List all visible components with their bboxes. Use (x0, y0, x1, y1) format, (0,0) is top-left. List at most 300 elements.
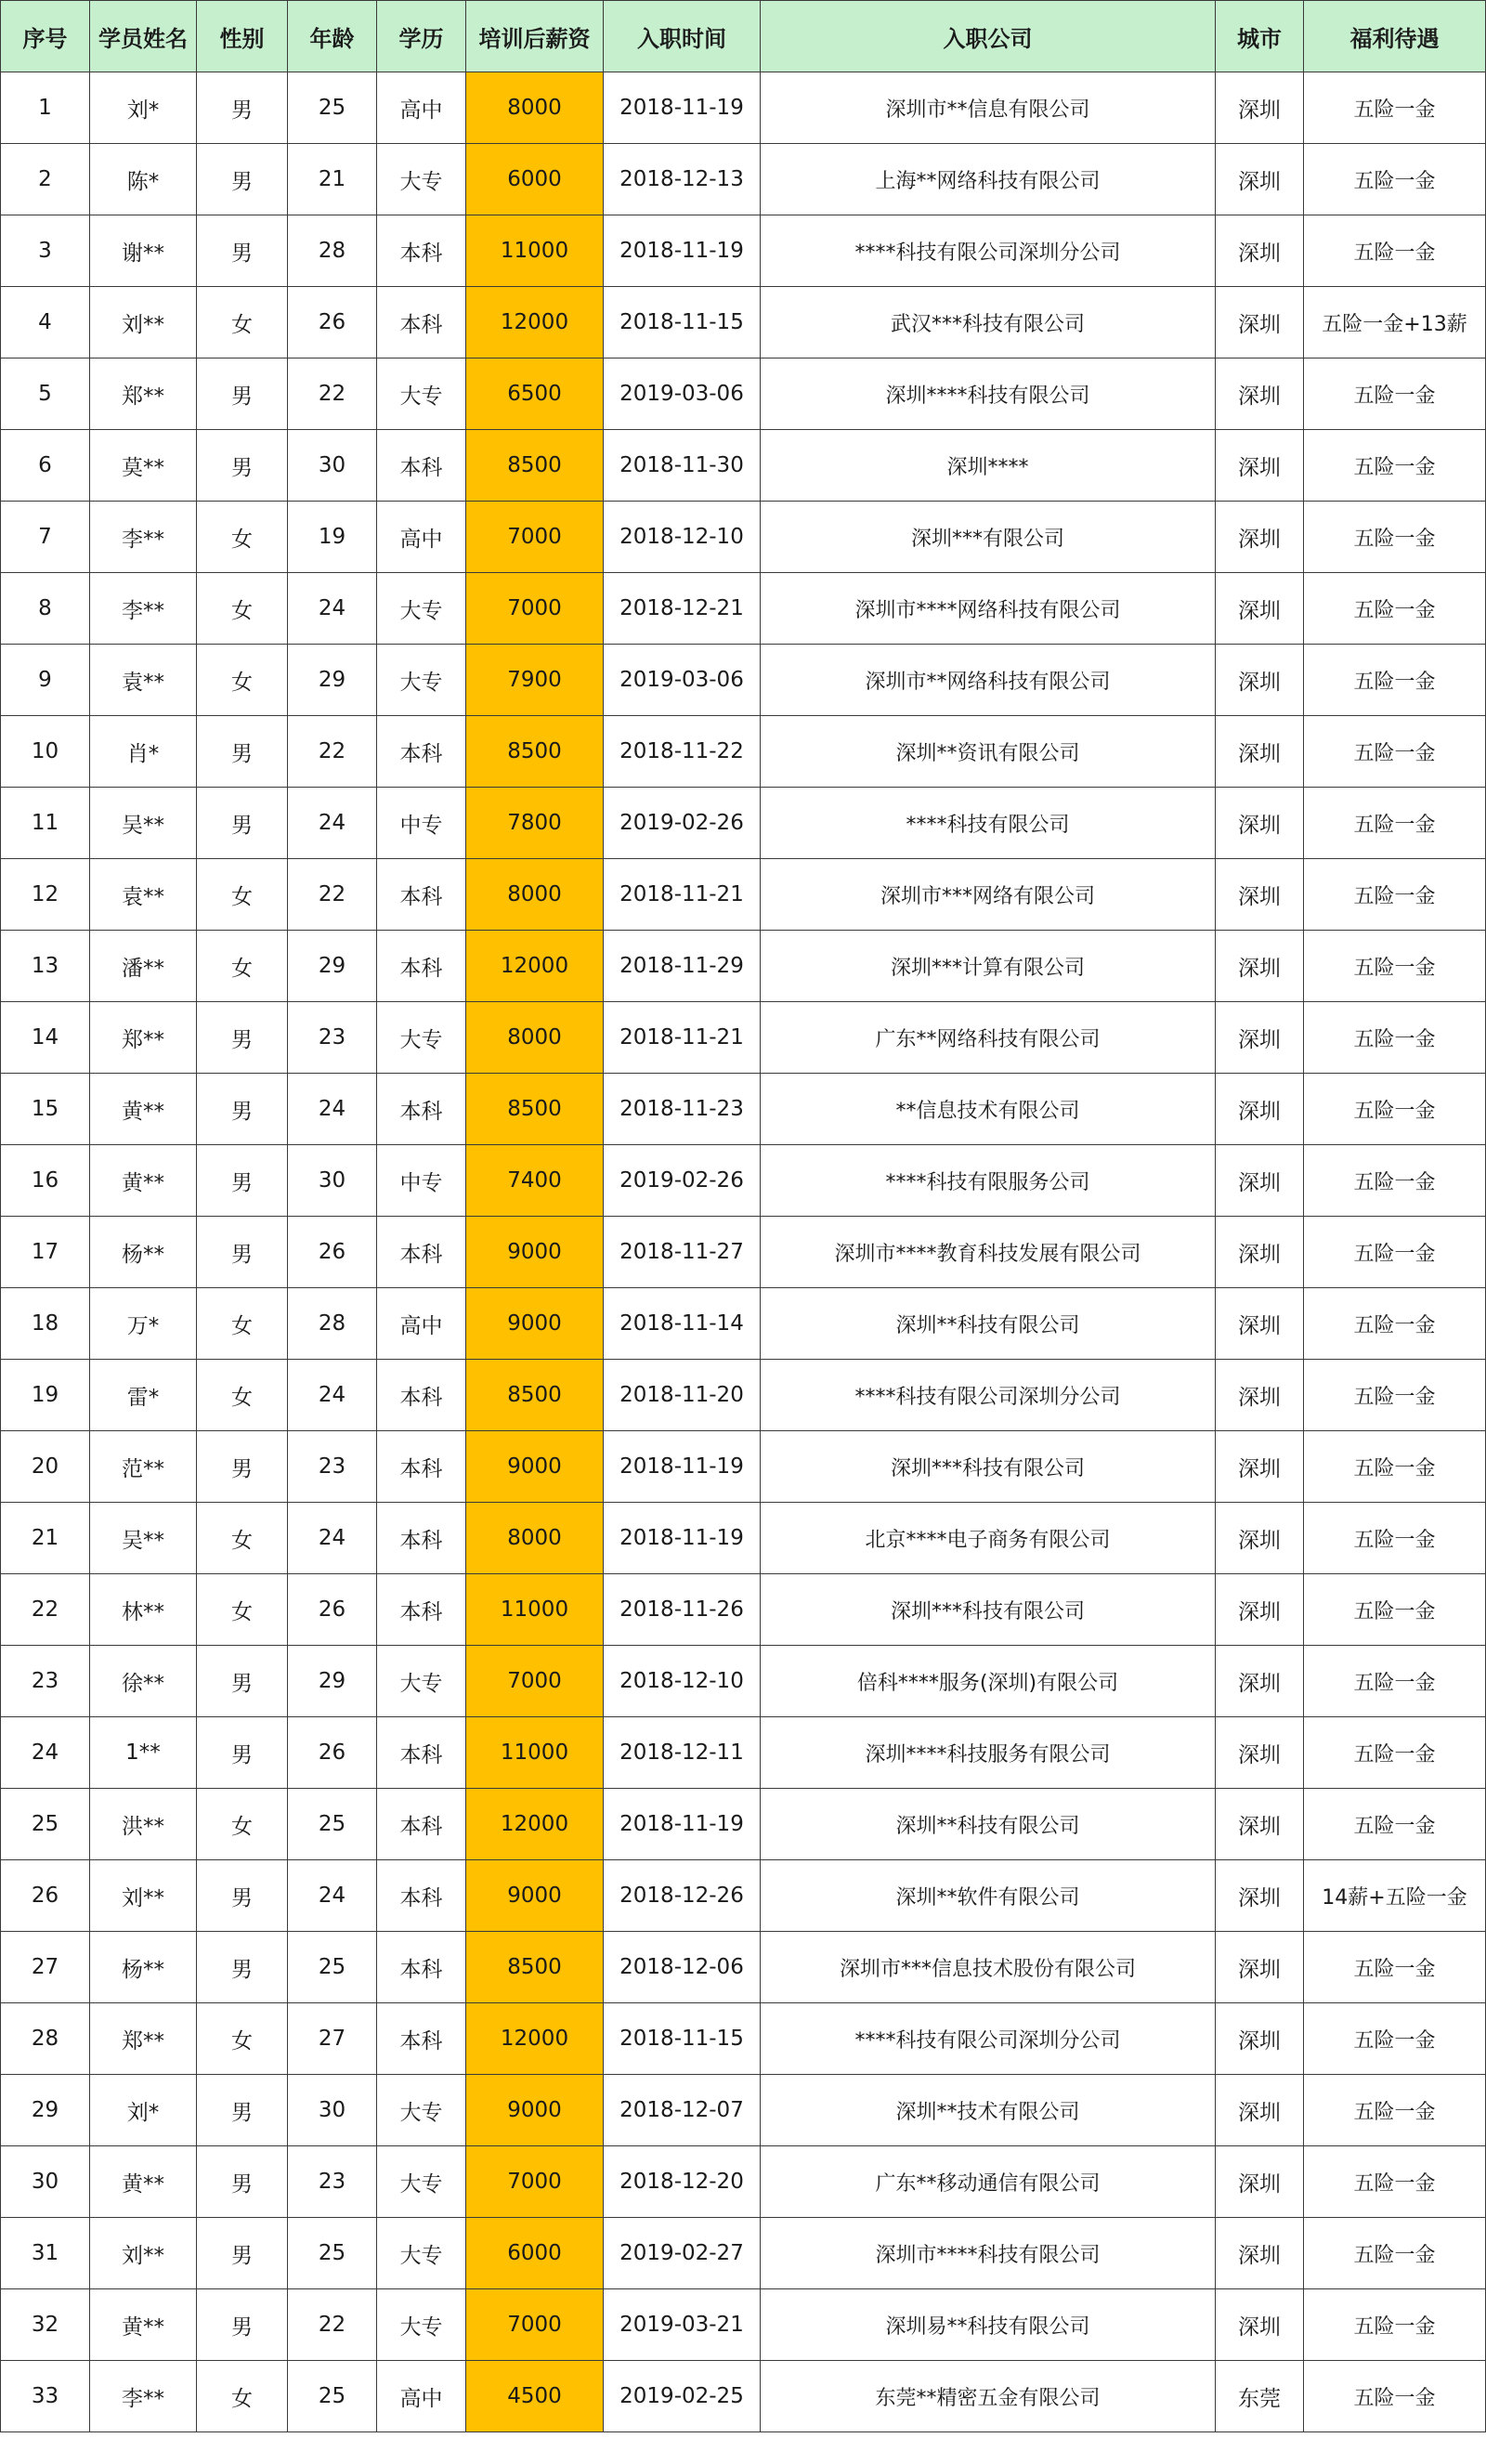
cell-welfare: 五险一金 (1304, 2003, 1486, 2075)
cell-salary: 8000 (466, 1002, 604, 1074)
cell-gender: 男 (197, 359, 288, 430)
cell-welfare: 五险一金 (1304, 788, 1486, 859)
table-row (1, 502, 1486, 573)
cell-salary: 4500 (466, 2361, 604, 2432)
cell-salary: 7000 (466, 573, 604, 645)
cell-city: 深圳 (1216, 430, 1304, 502)
cell-company: 深圳市***网络有限公司 (761, 859, 1216, 931)
cell-city: 深圳 (1216, 716, 1304, 788)
cell-welfare: 五险一金 (1304, 645, 1486, 716)
cell-hire-date: 2018-11-19 (604, 72, 761, 144)
cell-city: 深圳 (1216, 287, 1304, 359)
cell-education: 本科 (377, 1860, 466, 1932)
cell-name: 徐** (90, 1646, 197, 1717)
cell-age: 30 (288, 1145, 377, 1217)
cell-name: 杨** (90, 1932, 197, 2003)
cell-gender: 女 (197, 859, 288, 931)
cell-index: 2 (1, 144, 90, 215)
cell-age: 24 (288, 788, 377, 859)
cell-hire-date: 2018-11-14 (604, 1288, 761, 1360)
cell-education: 大专 (377, 1002, 466, 1074)
cell-index: 12 (1, 859, 90, 931)
cell-education: 高中 (377, 2361, 466, 2432)
cell-hire-date: 2018-11-21 (604, 859, 761, 931)
cell-name: 黄** (90, 1145, 197, 1217)
cell-age: 25 (288, 72, 377, 144)
cell-name: 李** (90, 573, 197, 645)
cell-name: 潘** (90, 931, 197, 1002)
cell-age: 24 (288, 1074, 377, 1145)
cell-index: 10 (1, 716, 90, 788)
cell-salary: 8500 (466, 430, 604, 502)
cell-welfare: 五险一金 (1304, 931, 1486, 1002)
cell-age: 25 (288, 2218, 377, 2289)
cell-name: 杨** (90, 1217, 197, 1288)
cell-age: 25 (288, 1932, 377, 2003)
cell-education: 本科 (377, 215, 466, 287)
cell-hire-date: 2019-02-27 (604, 2218, 761, 2289)
cell-name: 刘** (90, 2218, 197, 2289)
col-header-age: 年龄 (288, 1, 377, 72)
cell-salary: 9000 (466, 1288, 604, 1360)
cell-city: 深圳 (1216, 359, 1304, 430)
cell-education: 本科 (377, 1932, 466, 2003)
table-row (1, 859, 1486, 931)
cell-company: ****科技有限公司深圳分公司 (761, 1360, 1216, 1431)
cell-city: 深圳 (1216, 1717, 1304, 1789)
cell-index: 29 (1, 2075, 90, 2146)
cell-company: 深圳***有限公司 (761, 502, 1216, 573)
cell-city: 深圳 (1216, 1002, 1304, 1074)
table-row (1, 2146, 1486, 2218)
cell-name: 刘** (90, 287, 197, 359)
table-row (1, 430, 1486, 502)
cell-name: 雷* (90, 1360, 197, 1431)
cell-index: 18 (1, 1288, 90, 1360)
cell-education: 本科 (377, 1789, 466, 1860)
cell-hire-date: 2018-11-19 (604, 1431, 761, 1503)
cell-welfare: 五险一金 (1304, 2146, 1486, 2218)
cell-gender: 男 (197, 1860, 288, 1932)
col-header-hire-date: 入职时间 (604, 1, 761, 72)
cell-welfare: 五险一金 (1304, 573, 1486, 645)
cell-welfare: 五险一金 (1304, 1717, 1486, 1789)
cell-index: 8 (1, 573, 90, 645)
cell-city: 深圳 (1216, 1860, 1304, 1932)
cell-age: 21 (288, 144, 377, 215)
table-row (1, 2218, 1486, 2289)
cell-welfare: 五险一金 (1304, 1288, 1486, 1360)
cell-education: 本科 (377, 1360, 466, 1431)
cell-education: 大专 (377, 144, 466, 215)
col-header-salary: 培训后薪资 (466, 1, 604, 72)
cell-salary: 9000 (466, 2075, 604, 2146)
cell-company: 上海**网络科技有限公司 (761, 144, 1216, 215)
cell-education: 本科 (377, 287, 466, 359)
cell-salary: 7000 (466, 502, 604, 573)
table-row (1, 716, 1486, 788)
cell-hire-date: 2018-12-07 (604, 2075, 761, 2146)
cell-welfare: 五险一金+13薪 (1304, 287, 1486, 359)
table-row (1, 2075, 1486, 2146)
cell-index: 11 (1, 788, 90, 859)
cell-salary: 11000 (466, 215, 604, 287)
cell-gender: 女 (197, 573, 288, 645)
cell-company: 深圳市**网络科技有限公司 (761, 645, 1216, 716)
cell-age: 30 (288, 430, 377, 502)
cell-city: 深圳 (1216, 1360, 1304, 1431)
table-row (1, 1860, 1486, 1932)
cell-gender: 男 (197, 1717, 288, 1789)
cell-hire-date: 2018-11-19 (604, 1503, 761, 1574)
cell-name: 黄** (90, 2289, 197, 2361)
cell-hire-date: 2018-11-19 (604, 215, 761, 287)
cell-welfare: 五险一金 (1304, 1002, 1486, 1074)
cell-welfare: 五险一金 (1304, 72, 1486, 144)
cell-hire-date: 2018-12-10 (604, 1646, 761, 1717)
table-row (1, 1145, 1486, 1217)
cell-welfare: 五险一金 (1304, 215, 1486, 287)
cell-company: **信息技术有限公司 (761, 1074, 1216, 1145)
cell-gender: 男 (197, 1217, 288, 1288)
cell-city: 深圳 (1216, 1574, 1304, 1646)
cell-company: 深圳市****网络科技有限公司 (761, 573, 1216, 645)
cell-welfare: 五险一金 (1304, 1074, 1486, 1145)
cell-city: 深圳 (1216, 1789, 1304, 1860)
cell-city: 深圳 (1216, 788, 1304, 859)
cell-hire-date: 2018-11-21 (604, 1002, 761, 1074)
cell-education: 高中 (377, 502, 466, 573)
cell-company: 深圳易**科技有限公司 (761, 2289, 1216, 2361)
cell-name: 袁** (90, 645, 197, 716)
cell-name: 吴** (90, 788, 197, 859)
cell-age: 26 (288, 287, 377, 359)
cell-city: 深圳 (1216, 2218, 1304, 2289)
cell-age: 25 (288, 2361, 377, 2432)
cell-salary: 9000 (466, 1431, 604, 1503)
cell-welfare: 五险一金 (1304, 1646, 1486, 1717)
cell-welfare: 五险一金 (1304, 1503, 1486, 1574)
cell-index: 16 (1, 1145, 90, 1217)
cell-index: 14 (1, 1002, 90, 1074)
cell-city: 深圳 (1216, 1217, 1304, 1288)
cell-gender: 男 (197, 2146, 288, 2218)
cell-salary: 11000 (466, 1717, 604, 1789)
cell-index: 23 (1, 1646, 90, 1717)
cell-gender: 男 (197, 144, 288, 215)
cell-salary: 8000 (466, 859, 604, 931)
cell-gender: 女 (197, 1503, 288, 1574)
cell-education: 本科 (377, 1717, 466, 1789)
cell-name: 郑** (90, 1002, 197, 1074)
cell-age: 26 (288, 1574, 377, 1646)
cell-company: 东莞**精密五金有限公司 (761, 2361, 1216, 2432)
cell-gender: 男 (197, 2289, 288, 2361)
cell-age: 23 (288, 1002, 377, 1074)
cell-hire-date: 2018-12-20 (604, 2146, 761, 2218)
cell-salary: 12000 (466, 2003, 604, 2075)
cell-salary: 8500 (466, 1932, 604, 2003)
cell-name: 万* (90, 1288, 197, 1360)
cell-age: 27 (288, 2003, 377, 2075)
cell-age: 24 (288, 1860, 377, 1932)
cell-name: 莫** (90, 430, 197, 502)
header-row (1, 1, 1486, 72)
cell-hire-date: 2018-12-21 (604, 573, 761, 645)
table-row (1, 1574, 1486, 1646)
cell-gender: 男 (197, 1932, 288, 2003)
cell-company: 深圳****科技有限公司 (761, 359, 1216, 430)
cell-gender: 女 (197, 287, 288, 359)
cell-age: 28 (288, 1288, 377, 1360)
cell-company: ****科技有限公司 (761, 788, 1216, 859)
cell-hire-date: 2019-02-26 (604, 788, 761, 859)
cell-hire-date: 2018-11-19 (604, 1789, 761, 1860)
cell-education: 大专 (377, 1646, 466, 1717)
cell-gender: 男 (197, 788, 288, 859)
cell-name: 刘* (90, 72, 197, 144)
cell-salary: 8500 (466, 716, 604, 788)
cell-hire-date: 2018-12-11 (604, 1717, 761, 1789)
cell-age: 26 (288, 1217, 377, 1288)
cell-index: 32 (1, 2289, 90, 2361)
cell-welfare: 五险一金 (1304, 1574, 1486, 1646)
table-row (1, 1431, 1486, 1503)
cell-gender: 女 (197, 2361, 288, 2432)
table-row (1, 2361, 1486, 2432)
cell-city: 深圳 (1216, 2075, 1304, 2146)
cell-education: 本科 (377, 931, 466, 1002)
table-row (1, 287, 1486, 359)
cell-hire-date: 2018-11-26 (604, 1574, 761, 1646)
cell-company: 深圳***科技有限公司 (761, 1574, 1216, 1646)
cell-name: 1** (90, 1717, 197, 1789)
table-row (1, 359, 1486, 430)
cell-index: 22 (1, 1574, 90, 1646)
cell-gender: 男 (197, 2218, 288, 2289)
cell-education: 本科 (377, 716, 466, 788)
table-row (1, 1789, 1486, 1860)
cell-education: 大专 (377, 573, 466, 645)
cell-index: 4 (1, 287, 90, 359)
cell-welfare: 五险一金 (1304, 2289, 1486, 2361)
cell-gender: 女 (197, 1574, 288, 1646)
cell-hire-date: 2018-12-06 (604, 1932, 761, 2003)
table-row (1, 1646, 1486, 1717)
cell-salary: 6000 (466, 2218, 604, 2289)
cell-company: 深圳**软件有限公司 (761, 1860, 1216, 1932)
cell-name: 陈* (90, 144, 197, 215)
cell-age: 24 (288, 1503, 377, 1574)
cell-company: 倍科****服务(深圳)有限公司 (761, 1646, 1216, 1717)
cell-city: 深圳 (1216, 1503, 1304, 1574)
cell-index: 33 (1, 2361, 90, 2432)
cell-company: 深圳**科技有限公司 (761, 1789, 1216, 1860)
cell-education: 高中 (377, 1288, 466, 1360)
cell-age: 29 (288, 1646, 377, 1717)
cell-welfare: 五险一金 (1304, 430, 1486, 502)
cell-index: 30 (1, 2146, 90, 2218)
cell-gender: 女 (197, 502, 288, 573)
col-header-city: 城市 (1216, 1, 1304, 72)
cell-index: 17 (1, 1217, 90, 1288)
table-row (1, 215, 1486, 287)
cell-education: 大专 (377, 2075, 466, 2146)
table-row (1, 72, 1486, 144)
cell-age: 19 (288, 502, 377, 573)
cell-salary: 9000 (466, 1860, 604, 1932)
col-header-company: 入职公司 (761, 1, 1216, 72)
cell-hire-date: 2019-02-25 (604, 2361, 761, 2432)
cell-city: 深圳 (1216, 2003, 1304, 2075)
cell-welfare: 五险一金 (1304, 859, 1486, 931)
cell-company: 深圳市****科技有限公司 (761, 2218, 1216, 2289)
table-row (1, 788, 1486, 859)
table-row (1, 144, 1486, 215)
cell-age: 30 (288, 2075, 377, 2146)
cell-company: 武汉***科技有限公司 (761, 287, 1216, 359)
cell-index: 26 (1, 1860, 90, 1932)
table-row (1, 2003, 1486, 2075)
cell-gender: 男 (197, 1145, 288, 1217)
cell-age: 23 (288, 2146, 377, 2218)
cell-name: 郑** (90, 2003, 197, 2075)
cell-company: 深圳**** (761, 430, 1216, 502)
cell-gender: 女 (197, 645, 288, 716)
cell-index: 5 (1, 359, 90, 430)
cell-city: 深圳 (1216, 645, 1304, 716)
cell-index: 3 (1, 215, 90, 287)
cell-city: 深圳 (1216, 1145, 1304, 1217)
cell-education: 大专 (377, 645, 466, 716)
cell-welfare: 14薪+五险一金 (1304, 1860, 1486, 1932)
cell-gender: 男 (197, 1002, 288, 1074)
cell-education: 本科 (377, 1217, 466, 1288)
cell-welfare: 五险一金 (1304, 502, 1486, 573)
cell-hire-date: 2018-11-27 (604, 1217, 761, 1288)
cell-hire-date: 2018-11-15 (604, 287, 761, 359)
cell-welfare: 五险一金 (1304, 2218, 1486, 2289)
cell-hire-date: 2019-03-06 (604, 645, 761, 716)
cell-gender: 女 (197, 2003, 288, 2075)
cell-name: 谢** (90, 215, 197, 287)
cell-city: 深圳 (1216, 931, 1304, 1002)
cell-index: 28 (1, 2003, 90, 2075)
cell-city: 深圳 (1216, 859, 1304, 931)
cell-education: 本科 (377, 1574, 466, 1646)
cell-welfare: 五险一金 (1304, 1789, 1486, 1860)
cell-gender: 男 (197, 1074, 288, 1145)
cell-welfare: 五险一金 (1304, 2075, 1486, 2146)
table-body (1, 72, 1486, 2432)
cell-name: 刘* (90, 2075, 197, 2146)
cell-gender: 男 (197, 215, 288, 287)
cell-city: 深圳 (1216, 1074, 1304, 1145)
cell-company: 深圳市***信息技术股份有限公司 (761, 1932, 1216, 2003)
cell-salary: 8500 (466, 1360, 604, 1431)
table-row (1, 1002, 1486, 1074)
cell-city: 深圳 (1216, 215, 1304, 287)
cell-education: 本科 (377, 859, 466, 931)
cell-salary: 8500 (466, 1074, 604, 1145)
cell-education: 本科 (377, 1074, 466, 1145)
cell-company: ****科技有限公司深圳分公司 (761, 215, 1216, 287)
cell-salary: 12000 (466, 1789, 604, 1860)
cell-name: 李** (90, 502, 197, 573)
col-header-education: 学历 (377, 1, 466, 72)
cell-city: 深圳 (1216, 1646, 1304, 1717)
table-row (1, 1503, 1486, 1574)
cell-education: 本科 (377, 1431, 466, 1503)
cell-welfare: 五险一金 (1304, 1431, 1486, 1503)
cell-gender: 男 (197, 716, 288, 788)
cell-age: 22 (288, 859, 377, 931)
cell-welfare: 五险一金 (1304, 2361, 1486, 2432)
cell-education: 中专 (377, 1145, 466, 1217)
cell-hire-date: 2018-11-20 (604, 1360, 761, 1431)
table-row (1, 1288, 1486, 1360)
cell-gender: 女 (197, 1288, 288, 1360)
cell-city: 东莞 (1216, 2361, 1304, 2432)
cell-index: 1 (1, 72, 90, 144)
cell-salary: 9000 (466, 1217, 604, 1288)
cell-welfare: 五险一金 (1304, 359, 1486, 430)
cell-welfare: 五险一金 (1304, 1360, 1486, 1431)
cell-city: 深圳 (1216, 144, 1304, 215)
cell-age: 23 (288, 1431, 377, 1503)
cell-index: 24 (1, 1717, 90, 1789)
cell-company: 深圳**技术有限公司 (761, 2075, 1216, 2146)
cell-company: 广东**移动通信有限公司 (761, 2146, 1216, 2218)
cell-gender: 女 (197, 1789, 288, 1860)
cell-hire-date: 2018-12-10 (604, 502, 761, 573)
cell-welfare: 五险一金 (1304, 716, 1486, 788)
cell-name: 郑** (90, 359, 197, 430)
cell-gender: 男 (197, 2075, 288, 2146)
table-row (1, 1217, 1486, 1288)
cell-company: 深圳***科技有限公司 (761, 1431, 1216, 1503)
table-row (1, 1932, 1486, 2003)
cell-name: 李** (90, 2361, 197, 2432)
cell-salary: 7000 (466, 2146, 604, 2218)
cell-salary: 12000 (466, 287, 604, 359)
col-header-index: 序号 (1, 1, 90, 72)
cell-hire-date: 2018-12-13 (604, 144, 761, 215)
cell-salary: 6500 (466, 359, 604, 430)
cell-index: 25 (1, 1789, 90, 1860)
cell-city: 深圳 (1216, 502, 1304, 573)
cell-index: 15 (1, 1074, 90, 1145)
cell-index: 6 (1, 430, 90, 502)
cell-salary: 8000 (466, 72, 604, 144)
cell-company: ****科技有限公司深圳分公司 (761, 2003, 1216, 2075)
cell-age: 28 (288, 215, 377, 287)
cell-index: 20 (1, 1431, 90, 1503)
cell-name: 刘** (90, 1860, 197, 1932)
cell-company: 深圳**资讯有限公司 (761, 716, 1216, 788)
cell-city: 深圳 (1216, 2289, 1304, 2361)
cell-education: 大专 (377, 359, 466, 430)
cell-age: 22 (288, 716, 377, 788)
cell-hire-date: 2019-03-21 (604, 2289, 761, 2361)
table-row (1, 645, 1486, 716)
cell-index: 7 (1, 502, 90, 573)
cell-company: 深圳***计算有限公司 (761, 931, 1216, 1002)
cell-gender: 男 (197, 72, 288, 144)
table-row (1, 573, 1486, 645)
cell-salary: 7000 (466, 1646, 604, 1717)
cell-index: 27 (1, 1932, 90, 2003)
